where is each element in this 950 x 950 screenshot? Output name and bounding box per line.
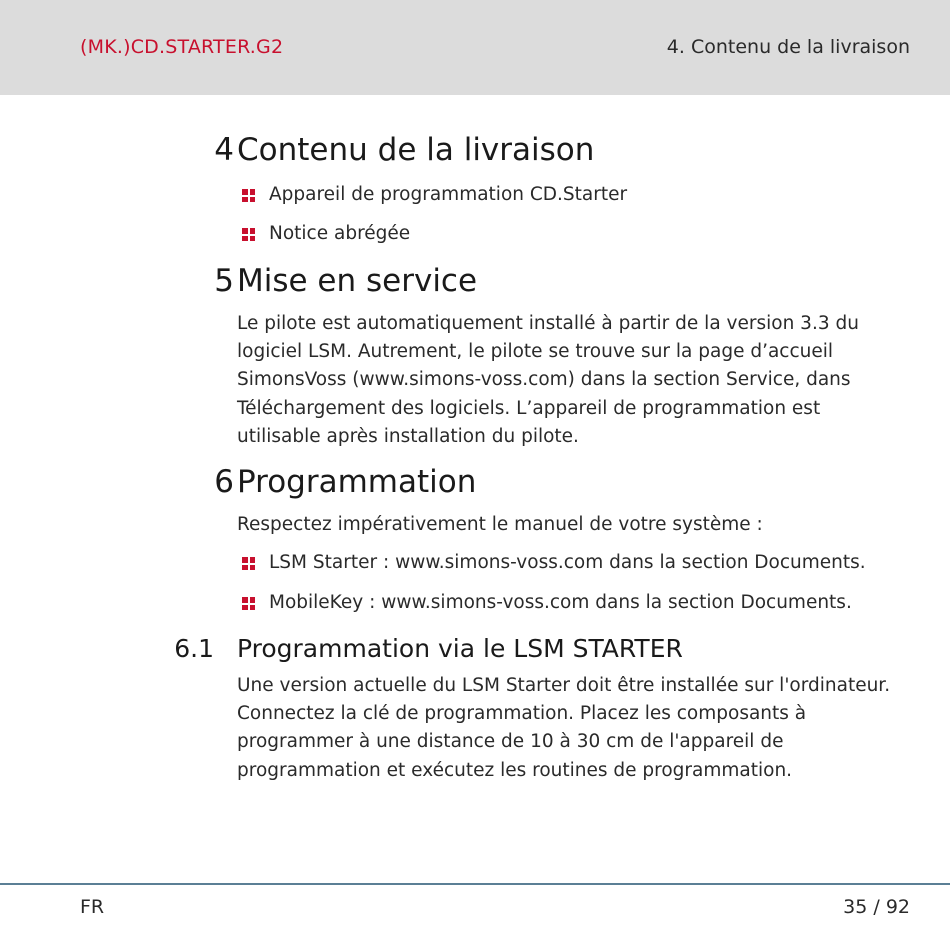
bullet-icon xyxy=(242,189,255,202)
paragraph-line: logiciel LSM. Autrement, le pilote se trouve sur la page d’accueil xyxy=(237,341,834,363)
paragraph-line: Téléchargement des logiciels. L’appareil de programmation est xyxy=(237,397,821,419)
section-intro: Respectez impérativement le manuel de votre système : xyxy=(237,514,763,535)
list-item-text: Notice abrégée xyxy=(269,223,411,244)
paragraph-line: SimonsVoss (www.simons-voss.com) dans la section Service, dans xyxy=(237,369,851,391)
list-item-text: LSM Starter : www.simons-voss.com dans la section Documents. xyxy=(269,552,866,573)
subsection-number: 6.1 xyxy=(174,634,214,663)
section-number: 5 xyxy=(214,263,234,299)
section-title: Programmation xyxy=(237,464,477,500)
product-name: (MK.)CD.STARTER.G2 xyxy=(80,36,284,58)
footer-language: FR xyxy=(80,896,105,918)
paragraph-line: utilisable après installation du pilote. xyxy=(237,425,579,447)
section-paragraph xyxy=(237,310,917,451)
page-header xyxy=(0,0,950,95)
paragraph-line: programmation et exécutez les routines de programmation. xyxy=(237,759,793,781)
bullet-icon xyxy=(242,597,255,610)
subsection-title: Programmation via le LSM STARTER xyxy=(237,634,683,663)
section-number: 6 xyxy=(214,464,234,500)
section-title: Contenu de la livraison xyxy=(237,132,595,168)
paragraph-line: programmer à une distance de 10 à 30 cm de l'appareil de xyxy=(237,731,784,753)
chapter-title: 4. Contenu de la livraison xyxy=(666,36,910,58)
list-item-text: MobileKey : www.simons-voss.com dans la section Documents. xyxy=(269,592,852,613)
list-item-text: Appareil de programmation CD.Starter xyxy=(269,184,628,205)
footer-divider xyxy=(0,883,950,885)
paragraph-line: Le pilote est automatiquement installé à partir de la version 3.3 du xyxy=(237,313,859,334)
subsection-paragraph xyxy=(237,672,937,785)
bullet-icon xyxy=(242,557,255,570)
page-number: 35 / 92 xyxy=(843,896,910,918)
bullet-icon xyxy=(242,228,255,241)
paragraph-line: Connectez la clé de programmation. Placez les composants à xyxy=(237,703,807,725)
section-number: 4 xyxy=(214,132,234,168)
paragraph-line: Une version actuelle du LSM Starter doit être installée sur l'ordinateur. xyxy=(237,675,891,696)
section-title: Mise en service xyxy=(237,263,478,299)
